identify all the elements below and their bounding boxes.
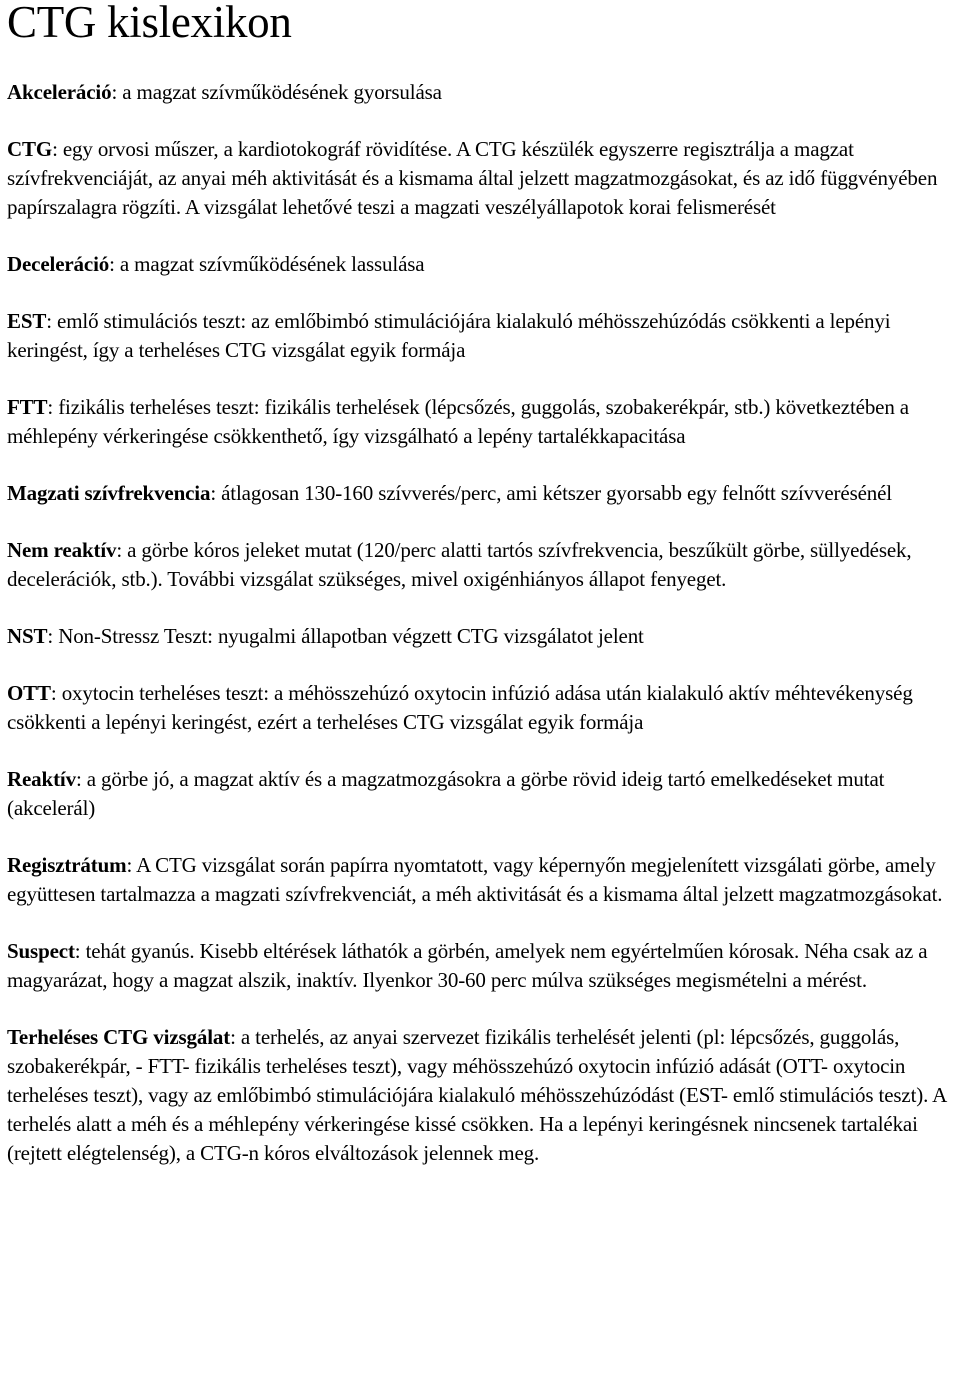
glossary-definition: : oxytocin terheléses teszt: a méhösszehúzó oxytocin infúzió adása után kialakuló aktív méhtevékenység csökkenti a lepényi keringést, ezért a terheléses CTG vizsgálat egyik formája <box>7 681 913 734</box>
glossary-definition: : a görbe jó, a magzat aktív és a magzatmozgásokra a görbe rövid ideig tartó emelkedéseket mutat (akcelerál) <box>7 767 885 820</box>
glossary-entry-akceleracio <box>7 78 959 107</box>
glossary-definition: : a magzat szívműködésének lassulása <box>109 252 425 276</box>
glossary-entry-ott <box>7 679 959 737</box>
glossary-term: Suspect <box>7 939 75 963</box>
glossary-entry-est <box>7 307 959 365</box>
glossary-definition: : egy orvosi műszer, a kardiotokográf rövidítése. A CTG készülék egyszerre regisztrálja a magzat szívfrekvenciáját, az anyai méh aktivitását és a kismama által jelzett magzatmozgásokat, és az idő függvényében papírszalagra rögzíti. A vizsgálat lehetővé teszi a magzati veszélyállapotok korai felismerését <box>7 137 938 219</box>
glossary-term: Deceleráció <box>7 252 110 276</box>
glossary-term: Magzati szívfrekvencia <box>7 481 211 505</box>
glossary-list <box>7 78 960 1168</box>
glossary-entry-ctg <box>7 135 959 222</box>
page-title: CTG kislexikon <box>7 0 292 47</box>
glossary-definition: : a terhelés, az anyai szervezet fizikális terhelését jelenti (pl: lépcsőzés, guggolás, szobakerékpár, - FTT- fizikális terheléses teszt), vagy méhösszehúzó oxytocin infúzió adását (OTT- oxytocin terheléses teszt), vagy az emlőbimbó stimulációjára kialakuló méhösszehúzódást (EST- emlő stimulációs teszt). A terhelés alatt a méh és a méhlepény vérkeringése kissé csökken. Ha a lepényi keringésnek nincsenek tartalékai (rejtett elégtelenség), a CTG-n kóros elváltozások jelennek meg. <box>7 1025 946 1165</box>
glossary-entry-ftt <box>7 393 959 451</box>
glossary-definition: : emlő stimulációs teszt: az emlőbimbó stimulációjára kialakuló méhösszehúzódás csökkenti a lepényi keringést, így a terheléses CTG vizsgálat egyik formája <box>7 309 891 362</box>
glossary-term: Nem reaktív <box>7 538 117 562</box>
glossary-term: OTT <box>7 681 51 705</box>
glossary-term: Reaktív <box>7 767 76 791</box>
glossary-term: Terheléses CTG vizsgálat <box>7 1025 231 1049</box>
glossary-term: Regisztrátum <box>7 853 127 877</box>
glossary-entry-deceleracio <box>7 250 959 279</box>
glossary-definition: : a görbe kóros jeleket mutat (120/perc alatti tartós szívfrekvencia, beszűkült görbe, süllyedések, decelerációk, stb.). További vizsgálat szükséges, mivel oxigénhiányos állapot fenyeget. <box>7 538 912 591</box>
glossary-term: CTG <box>7 137 53 161</box>
glossary-definition: : fizikális terheléses teszt: fizikális terhelések (lépcsőzés, guggolás, szobakerékpár, stb.) következtében a méhlepény vérkeringése csökkenthető, így vizsgálható a lepény tartalékkapacitása <box>7 395 909 448</box>
glossary-term: Akceleráció <box>7 80 112 104</box>
glossary-entry-magzati-szivfrekvencia <box>7 479 959 508</box>
glossary-term: NST <box>7 624 48 648</box>
glossary-definition: : A CTG vizsgálat során papírra nyomtatott, vagy képernyőn megjelenített vizsgálati görbe, amely együttesen tartalmazza a magzati szívfrekvenciát, a méh aktivitását és a kismama által jelzett magzatmozgásokat. <box>7 853 943 906</box>
glossary-definition: : tehát gyanús. Kisebb eltérések láthatók a görbén, amelyek nem egyértelműen kórosak. Néha csak az a magyarázat, hogy a magzat alszik, inaktív. Ilyenkor 30-60 perc múlva szükséges megismételni a mérést. <box>7 939 928 992</box>
glossary-entry-suspect <box>7 937 959 995</box>
glossary-term: EST <box>7 309 47 333</box>
glossary-term: FTT <box>7 395 48 419</box>
glossary-entry-reaktiv <box>7 765 959 823</box>
glossary-entry-terheleses-ctg-vizsgalat <box>7 1023 959 1168</box>
glossary-entry-nem-reaktiv <box>7 536 959 594</box>
glossary-definition: : a magzat szívműködésének gyorsulása <box>111 80 442 104</box>
glossary-definition: : Non-Stressz Teszt: nyugalmi állapotban végzett CTG vizsgálatot jelent <box>47 624 644 648</box>
glossary-definition: : átlagosan 130-160 szívverés/perc, ami kétszer gyorsabb egy felnőtt szívverésénél <box>210 481 892 505</box>
glossary-entry-regisztratum <box>7 851 959 909</box>
glossary-entry-nst <box>7 622 959 651</box>
